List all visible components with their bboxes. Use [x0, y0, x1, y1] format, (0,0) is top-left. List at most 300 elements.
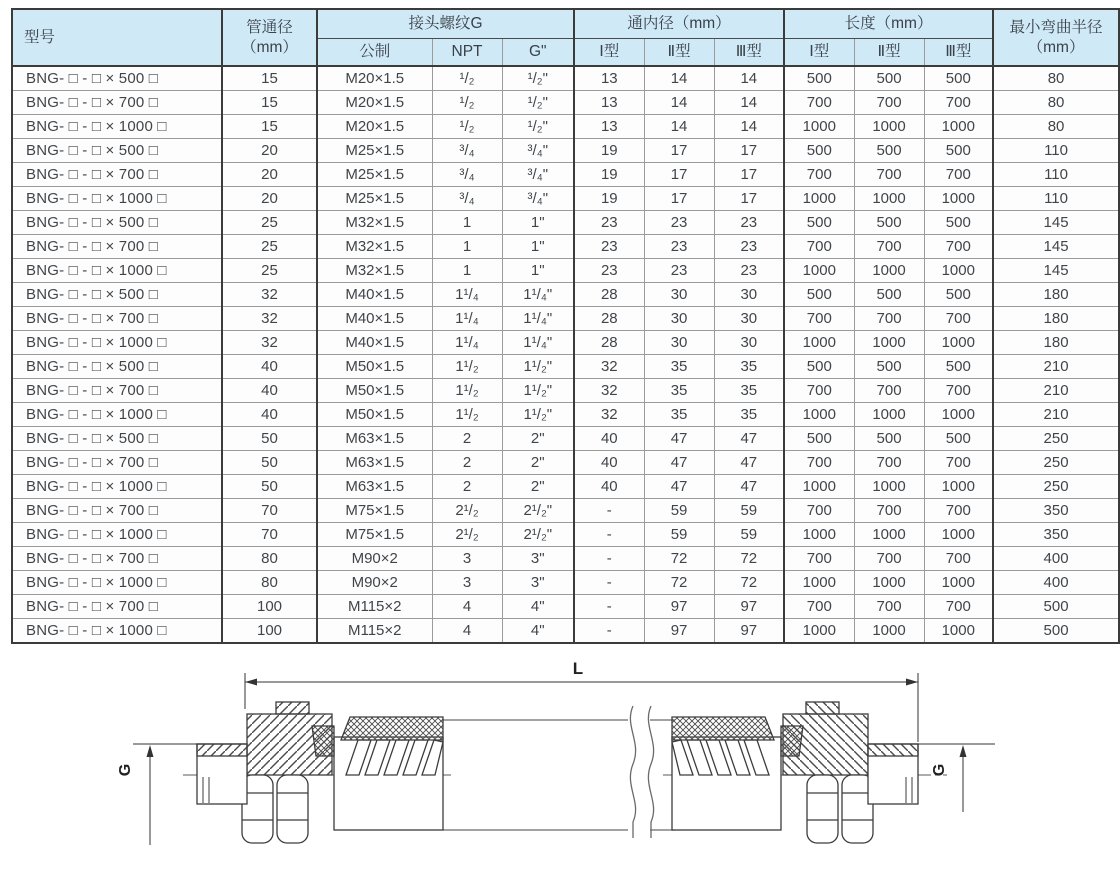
id-type2-cell: 14: [644, 115, 714, 139]
id-type3-cell: 35: [714, 379, 784, 403]
id-type3-cell: 47: [714, 427, 784, 451]
table-row: [12, 355, 1119, 379]
col-header-metric: 公制: [317, 39, 432, 67]
length-type3-cell: 1000: [924, 115, 993, 139]
bore-cell: 100: [222, 595, 317, 619]
thread-g-cell: 1¹/₂": [502, 403, 574, 427]
length-type3-cell: 700: [924, 163, 993, 187]
bore-cell: 20: [222, 139, 317, 163]
id-type2-cell: 35: [644, 379, 714, 403]
length-type2-cell: 500: [854, 427, 924, 451]
dim-arrow-up: [960, 745, 967, 757]
id-type2-cell: 30: [644, 283, 714, 307]
length-type1-cell: 500: [784, 283, 854, 307]
id-type3-cell: 14: [714, 66, 784, 91]
id-type3-cell: 14: [714, 91, 784, 115]
length-type2-cell: 500: [854, 66, 924, 91]
min-bend-cell: 180: [993, 307, 1119, 331]
length-type2-cell: 1000: [854, 403, 924, 427]
col-header-min-bend: [993, 9, 1119, 66]
length-type2-cell: 700: [854, 451, 924, 475]
spec-table: [11, 8, 1120, 644]
model-cell: BNG- □ - □ × 700 □: [12, 235, 222, 259]
id-type1-cell: -: [574, 595, 644, 619]
min-bend-cell: 180: [993, 331, 1119, 355]
length-type3-cell: 500: [924, 211, 993, 235]
table-row: [12, 187, 1119, 211]
table-row: [12, 547, 1119, 571]
length-type3-cell: 1000: [924, 523, 993, 547]
id-type1-cell: 23: [574, 235, 644, 259]
thread-metric-cell: M40×1.5: [317, 283, 432, 307]
id-type2-cell: 35: [644, 355, 714, 379]
hose-break-mark: [630, 706, 635, 838]
table-row: [12, 523, 1119, 547]
thread-g-cell: ¹/₂": [502, 115, 574, 139]
length-type1-cell: 700: [784, 307, 854, 331]
length-type1-cell: 1000: [784, 403, 854, 427]
thread-metric-cell: M50×1.5: [317, 403, 432, 427]
thread-g-cell: 3": [502, 547, 574, 571]
length-type1-cell: 1000: [784, 259, 854, 283]
bore-cell: 80: [222, 547, 317, 571]
thread-g-cell: 1": [502, 259, 574, 283]
table-row: [12, 235, 1119, 259]
length-type2-cell: 700: [854, 547, 924, 571]
thread-metric-cell: M32×1.5: [317, 211, 432, 235]
length-type2-cell: 700: [854, 163, 924, 187]
model-cell: BNG- □ - □ × 700 □: [12, 379, 222, 403]
id-type1-cell: 28: [574, 283, 644, 307]
model-cell: BNG- □ - □ × 700 □: [12, 547, 222, 571]
min-bend-cell: 110: [993, 163, 1119, 187]
id-type3-cell: 30: [714, 331, 784, 355]
table-row: [12, 475, 1119, 499]
bore-cell: 50: [222, 451, 317, 475]
id-type2-cell: 14: [644, 91, 714, 115]
table-row: [12, 451, 1119, 475]
thread-metric-cell: M90×2: [317, 571, 432, 595]
table-row: [12, 307, 1119, 331]
col-header-len-type3: Ⅲ型: [924, 39, 993, 67]
min-bend-cell: 80: [993, 115, 1119, 139]
thread-g-cell: 4": [502, 595, 574, 619]
table-row: [12, 619, 1119, 644]
thread-npt-cell: ¹/₂: [432, 115, 502, 139]
thread-npt-cell: ³/₄: [432, 163, 502, 187]
thread-metric-cell: M32×1.5: [317, 235, 432, 259]
min-bend-cell: 145: [993, 235, 1119, 259]
length-type1-cell: 1000: [784, 115, 854, 139]
thread-g-cell: 1¹/₄": [502, 307, 574, 331]
model-cell: BNG- □ - □ × 1000 □: [12, 619, 222, 644]
thread-g-cell: ³/₄": [502, 187, 574, 211]
thread-npt-cell: 1: [432, 259, 502, 283]
model-cell: BNG- □ - □ × 700 □: [12, 451, 222, 475]
table-row: [12, 331, 1119, 355]
length-type3-cell: 500: [924, 355, 993, 379]
thread-metric-cell: M40×1.5: [317, 307, 432, 331]
thread-npt-cell: 1¹/₄: [432, 283, 502, 307]
id-type3-cell: 59: [714, 523, 784, 547]
table-row: [12, 259, 1119, 283]
id-type1-cell: -: [574, 619, 644, 644]
table-row: [12, 403, 1119, 427]
min-bend-cell: 500: [993, 595, 1119, 619]
length-type2-cell: 700: [854, 379, 924, 403]
table-row: [12, 595, 1119, 619]
min-bend-cell: 80: [993, 91, 1119, 115]
thread-metric-cell: M20×1.5: [317, 115, 432, 139]
id-type1-cell: 23: [574, 259, 644, 283]
length-type3-cell: 700: [924, 499, 993, 523]
bore-cell: 100: [222, 619, 317, 644]
min-bend-cell: 210: [993, 403, 1119, 427]
bore-cell: 50: [222, 475, 317, 499]
min-bend-cell: 145: [993, 259, 1119, 283]
thread-g-cell: ³/₄": [502, 139, 574, 163]
dim-arrow-right: [906, 679, 918, 686]
thread-metric-cell: M50×1.5: [317, 379, 432, 403]
min-bend-cell: 500: [993, 619, 1119, 644]
id-type1-cell: 32: [574, 403, 644, 427]
id-type1-cell: 28: [574, 331, 644, 355]
id-type2-cell: 47: [644, 427, 714, 451]
table-row: [12, 571, 1119, 595]
model-cell: BNG- □ - □ × 1000 □: [12, 115, 222, 139]
id-type1-cell: 40: [574, 475, 644, 499]
min-bend-cell: 210: [993, 355, 1119, 379]
id-type2-cell: 23: [644, 211, 714, 235]
thread-npt-cell: ³/₄: [432, 187, 502, 211]
bore-cell: 32: [222, 307, 317, 331]
length-type1-cell: 500: [784, 66, 854, 91]
thread-metric-cell: M63×1.5: [317, 427, 432, 451]
thread-npt-cell: 3: [432, 547, 502, 571]
id-type3-cell: 23: [714, 235, 784, 259]
bore-cell: 15: [222, 66, 317, 91]
id-type1-cell: 32: [574, 379, 644, 403]
length-type1-cell: 700: [784, 235, 854, 259]
thread-g-cell: 1¹/₄": [502, 283, 574, 307]
id-type1-cell: -: [574, 571, 644, 595]
thread-g-cell: ¹/₂": [502, 91, 574, 115]
length-type1-cell: 700: [784, 91, 854, 115]
length-type2-cell: 500: [854, 355, 924, 379]
thread-npt-cell: 1: [432, 235, 502, 259]
length-type1-cell: 1000: [784, 475, 854, 499]
length-type2-cell: 700: [854, 499, 924, 523]
length-type2-cell: 1000: [854, 187, 924, 211]
model-cell: BNG- □ - □ × 500 □: [12, 66, 222, 91]
length-type1-cell: 700: [784, 595, 854, 619]
length-type1-cell: 500: [784, 211, 854, 235]
id-type1-cell: 32: [574, 355, 644, 379]
min-bend-cell: 110: [993, 139, 1119, 163]
thread-g-cell: 2": [502, 475, 574, 499]
model-cell: BNG- □ - □ × 1000 □: [12, 475, 222, 499]
thread-npt-cell: 1¹/₄: [432, 331, 502, 355]
model-cell: BNG- □ - □ × 700 □: [12, 499, 222, 523]
thread-npt-cell: 1¹/₂: [432, 379, 502, 403]
table-row: [12, 91, 1119, 115]
thread-g-cell: 2": [502, 427, 574, 451]
id-type1-cell: -: [574, 499, 644, 523]
length-type2-cell: 1000: [854, 523, 924, 547]
min-bend-cell: 250: [993, 451, 1119, 475]
thread-dimension-label-right: G: [931, 763, 948, 777]
length-type3-cell: 1000: [924, 331, 993, 355]
id-type2-cell: 59: [644, 523, 714, 547]
model-cell: BNG- □ - □ × 700 □: [12, 163, 222, 187]
bore-cell: 25: [222, 259, 317, 283]
id-type1-cell: 40: [574, 451, 644, 475]
id-type2-cell: 17: [644, 187, 714, 211]
length-type3-cell: 700: [924, 451, 993, 475]
length-type2-cell: 700: [854, 235, 924, 259]
length-type3-cell: 1000: [924, 475, 993, 499]
thread-g-cell: ¹/₂": [502, 66, 574, 91]
min-bend-cell: 210: [993, 379, 1119, 403]
min-bend-cell: 250: [993, 427, 1119, 451]
table-row: [12, 379, 1119, 403]
id-type2-cell: 17: [644, 163, 714, 187]
id-type1-cell: 13: [574, 91, 644, 115]
length-type3-cell: 700: [924, 547, 993, 571]
id-type2-cell: 30: [644, 331, 714, 355]
length-type2-cell: 700: [854, 595, 924, 619]
thread-metric-cell: M20×1.5: [317, 91, 432, 115]
thread-npt-cell: 1¹/₂: [432, 355, 502, 379]
length-type1-cell: 500: [784, 139, 854, 163]
col-header-npt: NPT: [432, 39, 502, 67]
bore-cell: 15: [222, 91, 317, 115]
thread-metric-cell: M50×1.5: [317, 355, 432, 379]
length-type1-cell: 1000: [784, 571, 854, 595]
length-type3-cell: 500: [924, 139, 993, 163]
col-header-len-type1: Ⅰ型: [784, 39, 854, 67]
col-header-model: 型号: [12, 9, 222, 66]
length-type3-cell: 700: [924, 595, 993, 619]
model-cell: BNG- □ - □ × 500 □: [12, 139, 222, 163]
length-type3-cell: 700: [924, 91, 993, 115]
length-type2-cell: 700: [854, 307, 924, 331]
length-type1-cell: 1000: [784, 523, 854, 547]
thread-metric-cell: M25×1.5: [317, 187, 432, 211]
length-type3-cell: 1000: [924, 619, 993, 644]
length-type3-cell: 500: [924, 66, 993, 91]
id-type2-cell: 17: [644, 139, 714, 163]
thread-metric-cell: M90×2: [317, 547, 432, 571]
thread-metric-cell: M75×1.5: [317, 523, 432, 547]
thread-npt-cell: 2: [432, 451, 502, 475]
thread-npt-cell: ³/₄: [432, 139, 502, 163]
length-type2-cell: 1000: [854, 259, 924, 283]
thread-npt-cell: 3: [432, 571, 502, 595]
thread-metric-cell: M25×1.5: [317, 163, 432, 187]
length-type1-cell: 1000: [784, 187, 854, 211]
length-type1-cell: 700: [784, 163, 854, 187]
id-type2-cell: 72: [644, 571, 714, 595]
thread-g-cell: 1¹/₂": [502, 355, 574, 379]
model-cell: BNG- □ - □ × 1000 □: [12, 523, 222, 547]
col-header-id-group: 通内径（mm）: [574, 9, 784, 39]
length-type3-cell: 1000: [924, 187, 993, 211]
id-type3-cell: 35: [714, 403, 784, 427]
bore-cell: 25: [222, 211, 317, 235]
id-type1-cell: 19: [574, 163, 644, 187]
thread-npt-cell: 2: [432, 427, 502, 451]
col-header-min-bend-line1: 最小弯曲半径: [1009, 19, 1103, 37]
length-type2-cell: 1000: [854, 619, 924, 644]
thread-g-cell: 2¹/₂": [502, 523, 574, 547]
length-type1-cell: 1000: [784, 331, 854, 355]
id-type2-cell: 14: [644, 66, 714, 91]
bore-cell: 15: [222, 115, 317, 139]
thread-g-cell: 4": [502, 619, 574, 644]
col-header-ginch: G": [502, 39, 574, 67]
min-bend-cell: 110: [993, 187, 1119, 211]
bore-cell: 40: [222, 379, 317, 403]
model-cell: BNG- □ - □ × 500 □: [12, 355, 222, 379]
length-type3-cell: 500: [924, 427, 993, 451]
length-type1-cell: 700: [784, 379, 854, 403]
min-bend-cell: 180: [993, 283, 1119, 307]
length-type2-cell: 500: [854, 139, 924, 163]
table-row: [12, 283, 1119, 307]
id-type2-cell: 97: [644, 619, 714, 644]
length-type3-cell: 700: [924, 307, 993, 331]
thread-metric-cell: M20×1.5: [317, 66, 432, 91]
thread-g-cell: 1¹/₂": [502, 379, 574, 403]
end-fitting: [197, 702, 443, 843]
bore-cell: 70: [222, 499, 317, 523]
id-type3-cell: 17: [714, 139, 784, 163]
min-bend-cell: 250: [993, 475, 1119, 499]
min-bend-cell: 400: [993, 547, 1119, 571]
id-type1-cell: 19: [574, 139, 644, 163]
thread-npt-cell: 1¹/₄: [432, 307, 502, 331]
id-type1-cell: 23: [574, 211, 644, 235]
id-type2-cell: 23: [644, 235, 714, 259]
id-type2-cell: 59: [644, 499, 714, 523]
length-type2-cell: 1000: [854, 331, 924, 355]
table-row: [12, 163, 1119, 187]
thread-metric-cell: M25×1.5: [317, 139, 432, 163]
id-type1-cell: 40: [574, 427, 644, 451]
model-cell: BNG- □ - □ × 700 □: [12, 91, 222, 115]
model-cell: BNG- □ - □ × 1000 □: [12, 259, 222, 283]
col-header-min-bend-line2: （mm）: [1027, 38, 1085, 56]
bore-cell: 70: [222, 523, 317, 547]
thread-npt-cell: 4: [432, 595, 502, 619]
thread-metric-cell: M115×2: [317, 595, 432, 619]
thread-g-cell: 1¹/₄": [502, 331, 574, 355]
id-type3-cell: 72: [714, 571, 784, 595]
spec-table-body: [12, 66, 1119, 643]
id-type3-cell: 30: [714, 283, 784, 307]
thread-dimension-left: [133, 744, 197, 845]
length-type2-cell: 700: [854, 91, 924, 115]
bore-cell: 40: [222, 403, 317, 427]
length-type3-cell: 700: [924, 235, 993, 259]
min-bend-cell: 80: [993, 66, 1119, 91]
id-type2-cell: 30: [644, 307, 714, 331]
id-type3-cell: 23: [714, 259, 784, 283]
table-row: [12, 115, 1119, 139]
thread-npt-cell: 2: [432, 475, 502, 499]
id-type3-cell: 72: [714, 547, 784, 571]
col-header-id-type3: Ⅲ型: [714, 39, 784, 67]
length-type1-cell: 1000: [784, 619, 854, 644]
bore-cell: 40: [222, 355, 317, 379]
min-bend-cell: 400: [993, 571, 1119, 595]
hose-break-mark: [648, 706, 653, 838]
id-type2-cell: 35: [644, 403, 714, 427]
product-diagram: [0, 652, 1120, 873]
id-type3-cell: 97: [714, 595, 784, 619]
thread-metric-cell: M115×2: [317, 619, 432, 644]
length-type1-cell: 700: [784, 499, 854, 523]
id-type3-cell: 23: [714, 211, 784, 235]
model-cell: BNG- □ - □ × 1000 □: [12, 403, 222, 427]
length-type3-cell: 1000: [924, 571, 993, 595]
id-type1-cell: 19: [574, 187, 644, 211]
id-type2-cell: 47: [644, 451, 714, 475]
length-dimension-label: L: [572, 659, 584, 678]
thread-npt-cell: ¹/₂: [432, 66, 502, 91]
length-type3-cell: 1000: [924, 259, 993, 283]
length-type2-cell: 1000: [854, 475, 924, 499]
spec-table-header: [12, 9, 1119, 66]
id-type3-cell: 97: [714, 619, 784, 644]
col-header-len-type2: Ⅱ型: [854, 39, 924, 67]
bore-cell: 80: [222, 571, 317, 595]
bore-cell: 25: [222, 235, 317, 259]
length-type1-cell: 500: [784, 427, 854, 451]
id-type2-cell: 72: [644, 547, 714, 571]
length-type2-cell: 500: [854, 211, 924, 235]
id-type1-cell: 13: [574, 115, 644, 139]
id-type3-cell: 47: [714, 475, 784, 499]
model-cell: BNG- □ - □ × 500 □: [12, 211, 222, 235]
id-type1-cell: -: [574, 523, 644, 547]
model-cell: BNG- □ - □ × 1000 □: [12, 331, 222, 355]
id-type2-cell: 23: [644, 259, 714, 283]
table-row: [12, 427, 1119, 451]
bore-cell: 20: [222, 163, 317, 187]
model-cell: BNG- □ - □ × 700 □: [12, 595, 222, 619]
length-type1-cell: 700: [784, 451, 854, 475]
thread-npt-cell: 2¹/₂: [432, 523, 502, 547]
id-type3-cell: 14: [714, 115, 784, 139]
thread-metric-cell: M40×1.5: [317, 331, 432, 355]
bore-cell: 32: [222, 331, 317, 355]
min-bend-cell: 350: [993, 499, 1119, 523]
thread-g-cell: 1": [502, 235, 574, 259]
min-bend-cell: 145: [993, 211, 1119, 235]
dim-arrow-left: [245, 679, 257, 686]
bore-cell: 32: [222, 283, 317, 307]
min-bend-cell: 350: [993, 523, 1119, 547]
hose-dimension-drawing: [0, 652, 1120, 873]
thread-metric-cell: M63×1.5: [317, 475, 432, 499]
col-header-bore-line2: （mm）: [241, 38, 298, 56]
id-type3-cell: 17: [714, 187, 784, 211]
length-type3-cell: 500: [924, 283, 993, 307]
model-cell: BNG- □ - □ × 1000 □: [12, 571, 222, 595]
length-type2-cell: 500: [854, 283, 924, 307]
